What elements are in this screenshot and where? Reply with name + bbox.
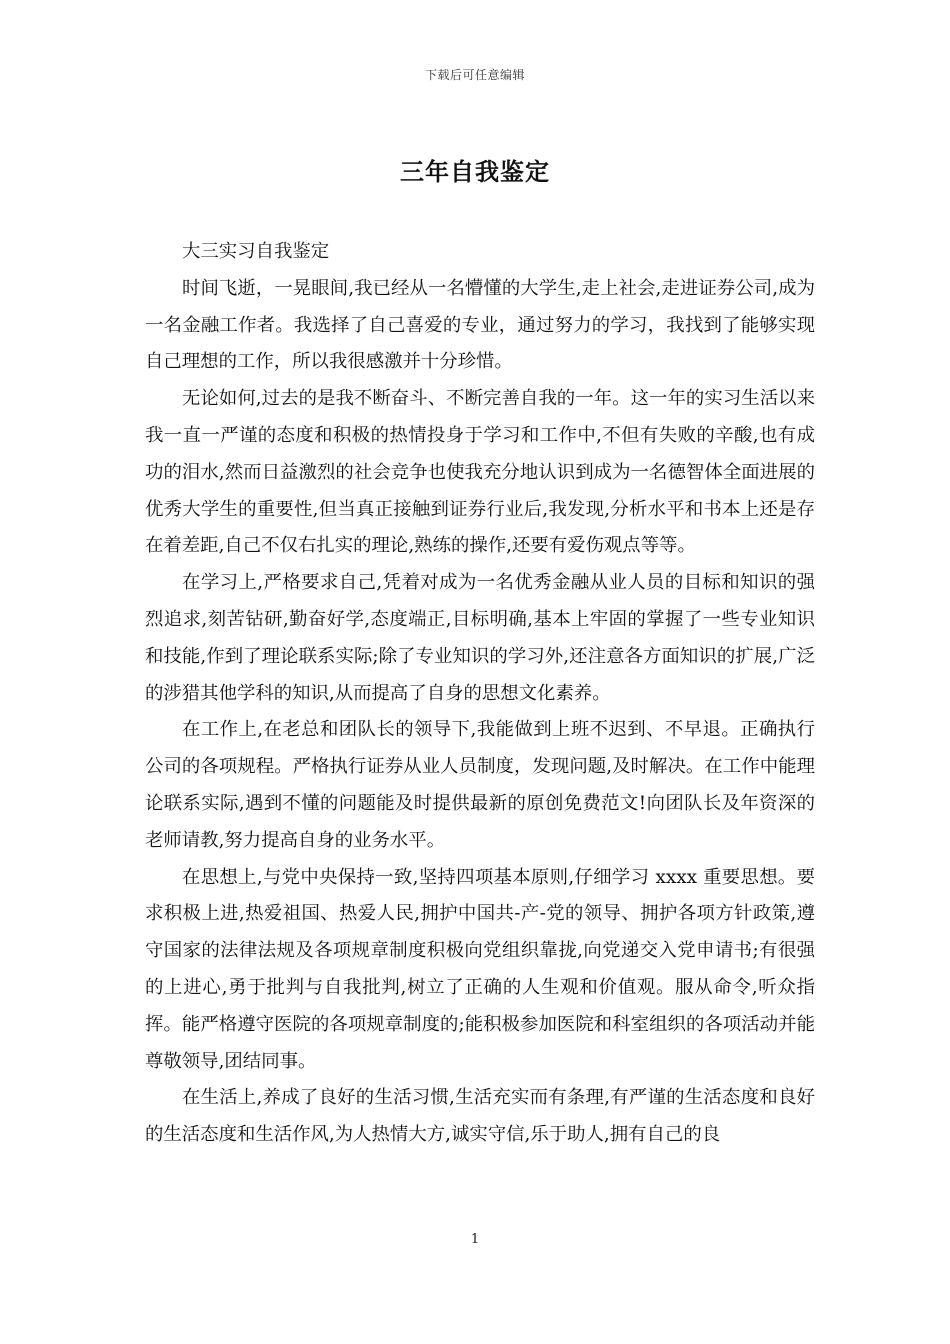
paragraph: 在学习上,严格要求自己,凭着对成为一名优秀金融从业人员的目标和知识的强烈追求,刻苦钻研,勤奋好学,态度端正,目标明确,基本上牢固的掌握了一些专业知识和技能,作到了理论联系实际;除了专业知识的学习外,还注意各方面知识的扩展,广泛的涉猎其他学科的知识,从而提高了自身的思想文化素养。 [145, 572, 815, 704]
section-heading: 大三实习自我鉴定 [182, 241, 330, 262]
page-number: 1 [470, 1232, 480, 1247]
document-body [145, 234, 815, 1154]
document-title: 三年自我鉴定 [400, 157, 550, 186]
page-header-note: 下载后可任意编辑 [424, 68, 525, 82]
paragraph: 在生活上,养成了良好的生活习惯,生活充实而有条理,有严谨的生活态度和良好的生活态度和生活作风,为人热情大方,诚实守信,乐于助人,拥有自己的良 [145, 1087, 815, 1146]
paragraph: 时间飞逝，一晃眼间,我已经从一名懵懂的大学生,走上社会,走进证券公司,成为一名金融工作者。我选择了自己喜爱的专业，通过努力的学习，我找到了能够实现自己理想的工作，所以我很感激并十分珍惜。 [145, 277, 815, 373]
paragraph: 在工作上,在老总和团队长的领导下,我能做到上班不迟到、不早退。正确执行公司的各项规程。严格执行证券从业人员制度，发现问题,及时解决。在工作中能理论联系实际,遇到不懂的问题能及时提供最新的原创免费范文!向团队长及年资深的老师请教,努力提高自身的业务水平。 [145, 719, 815, 851]
paragraph: 在思想上,与党中央保持一致,坚持四项基本原则,仔细学习 xxxx 重要思想。要求积极上进,热爱祖国、热爱人民,拥护中国共-产-党的领导、拥护各项方针政策,遵守国家的法律法规及各项规章制度积极向党组织靠拢,向党递交入党申请书;有很强的上进心,勇于批判与自我批判,树立了正确的人生观和价值观。服从命令,听众指挥。能严格遵守医院的各项规章制度的;能积极参加医院和科室组织的各项活动并能尊敬领导,团结同事。 [145, 866, 815, 1072]
paragraph: 无论如何,过去的是我不断奋斗、不断完善自我的一年。这一年的实习生活以来我一直一严谨的态度和积极的热情投身于学习和工作中,不但有失败的辛酸,也有成功的泪水,然而日益激烈的社会竞争也使我充分地认识到成为一名德智体全面进展的优秀大学生的重要性,但当真正接触到证券行业后,我发现,分析水平和书本上还是存在着差距,自己不仅右扎实的理论,熟练的操作,还要有爱伤观点等等。 [145, 388, 815, 557]
